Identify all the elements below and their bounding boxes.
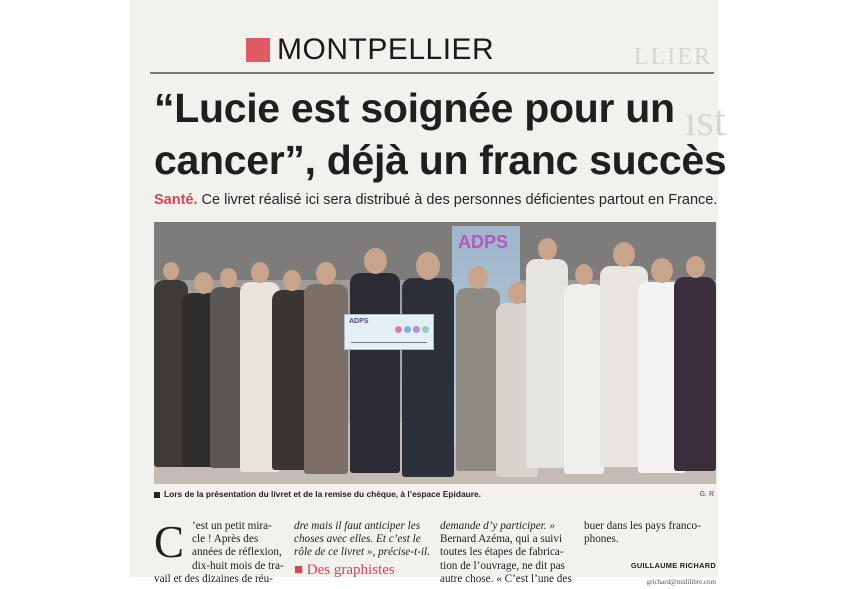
article-column-2 bbox=[294, 520, 430, 580]
person-head bbox=[538, 238, 557, 260]
person-head bbox=[468, 266, 488, 289]
person-body bbox=[564, 284, 604, 474]
lead-text: Ce livret réalisé ici sera distribué à des personnes déficientes partout en France. bbox=[197, 192, 718, 208]
column-3-line-3: toutes les étapes de fabrica- bbox=[440, 546, 564, 559]
column-1-line-5: vail et des dizaines de réu- bbox=[154, 572, 273, 585]
caption-text: Lors de la présentation du livret et de la remise du chèque, à l’espace Epidaure. bbox=[164, 489, 481, 499]
article-lead bbox=[154, 192, 717, 208]
lead-kicker: Santé. bbox=[154, 192, 198, 208]
cheque-dot bbox=[395, 326, 402, 333]
cheque-dot bbox=[422, 326, 429, 333]
article-column-4 bbox=[584, 520, 716, 589]
section-rubric bbox=[246, 35, 494, 65]
person-head bbox=[686, 256, 705, 278]
column-2-line-1: dre mais il faut anticiper les bbox=[294, 520, 421, 532]
column-3-line-2: Bernard Azéma, qui a suivi bbox=[440, 533, 563, 546]
person-head bbox=[220, 268, 237, 288]
article-headline bbox=[154, 82, 727, 186]
photo-person bbox=[564, 264, 604, 474]
drop-cap: C bbox=[154, 517, 185, 567]
person-head bbox=[316, 262, 336, 285]
article-column-1 bbox=[154, 517, 284, 586]
newspaper-page bbox=[130, 0, 727, 586]
headline-line-1: “Lucie est soignée pour un bbox=[154, 85, 675, 131]
author-email: grichard@midilibre.com bbox=[646, 577, 716, 586]
person-head bbox=[416, 252, 440, 280]
person-body bbox=[402, 278, 454, 477]
column-1-line-4: dix-huit mois de tra- bbox=[192, 559, 284, 572]
column-1-line-1: ’est un petit mira- bbox=[192, 520, 272, 532]
author-signature: GUILLAUME RICHARD bbox=[630, 561, 716, 571]
article-column-3 bbox=[440, 520, 576, 586]
cheque-dot bbox=[404, 326, 411, 333]
column-2-line-3: rôle de ce livret », précise-t-il. bbox=[294, 546, 430, 559]
column-2-subhead: ■ Des graphistes bbox=[294, 561, 395, 578]
photo-person bbox=[674, 256, 716, 471]
column-4-line-2: phones. bbox=[584, 533, 619, 546]
group-photo bbox=[154, 222, 716, 484]
rubric-square-icon bbox=[246, 38, 270, 62]
bleed-through-headline: ıst bbox=[684, 96, 726, 145]
column-2-line-2: choses avec elles. Et c’est le bbox=[294, 533, 421, 546]
rubric-divider bbox=[150, 72, 714, 74]
photo-person bbox=[456, 266, 500, 471]
person-body bbox=[526, 259, 568, 468]
bleed-through-text: LLIER bbox=[634, 44, 712, 70]
person-body bbox=[674, 277, 716, 471]
person-head bbox=[163, 262, 179, 280]
cheque-logo: ADPS bbox=[349, 318, 369, 325]
person-head bbox=[575, 264, 593, 285]
rubric-label: MONTPELLIER bbox=[277, 33, 495, 66]
person-head bbox=[251, 262, 269, 283]
person-head bbox=[283, 270, 301, 291]
photo-person bbox=[402, 252, 454, 477]
column-1-line-2: cle ! Après des bbox=[192, 533, 259, 546]
caption-square-icon bbox=[154, 492, 160, 498]
person-head bbox=[364, 248, 387, 274]
column-3-line-1: demande d’y participer. » bbox=[440, 520, 555, 532]
photo-caption bbox=[154, 489, 481, 499]
giant-cheque bbox=[344, 314, 434, 350]
person-head bbox=[651, 258, 673, 283]
column-3-line-5: autre chose. « C’est l’une des bbox=[440, 572, 572, 585]
photo-person bbox=[526, 238, 568, 468]
photo-person bbox=[350, 248, 400, 473]
column-4-line-1: buer dans les pays franco- bbox=[584, 520, 701, 532]
column-1-line-3: années de réflexion, bbox=[192, 546, 282, 559]
photo-credit: G. R bbox=[699, 491, 714, 498]
person-body bbox=[456, 288, 500, 471]
person-body bbox=[350, 273, 400, 473]
column-3-line-4: tion de l’ouvrage, ne dit pas bbox=[440, 559, 565, 572]
photo-person bbox=[304, 262, 348, 474]
cheque-dot bbox=[413, 326, 420, 333]
headline-line-2: cancer”, déjà un franc succès bbox=[154, 137, 727, 183]
cheque-dots bbox=[393, 318, 429, 337]
person-body bbox=[304, 284, 348, 474]
person-head bbox=[613, 242, 635, 267]
photo-banner-logo: ADPS bbox=[458, 232, 509, 252]
cheque-line bbox=[351, 342, 427, 343]
person-head bbox=[508, 282, 527, 304]
